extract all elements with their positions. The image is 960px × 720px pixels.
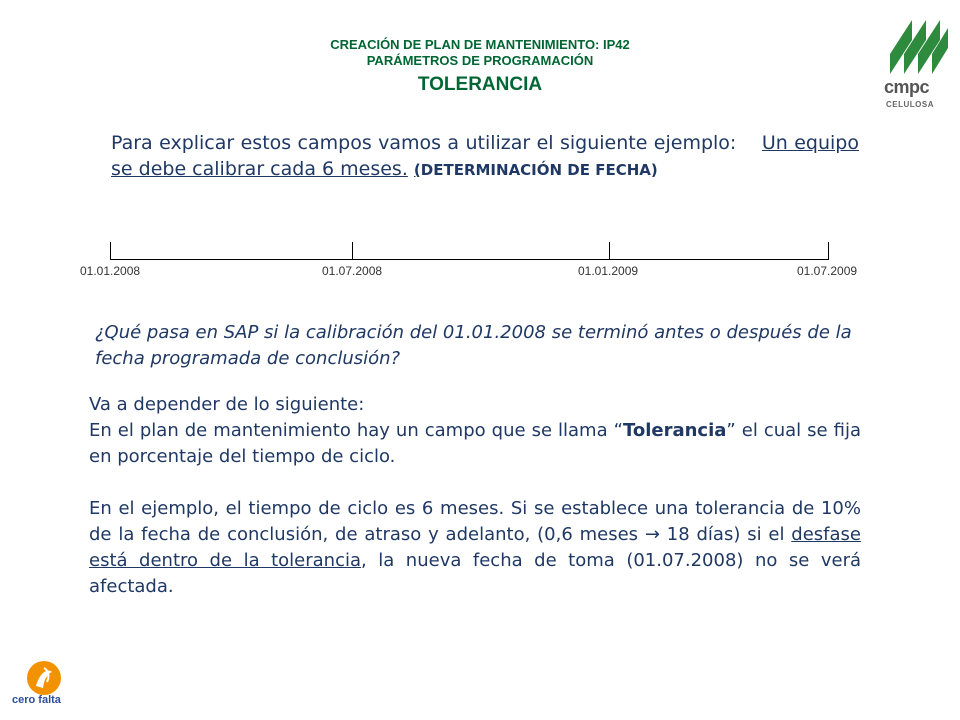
tolerancia-term: Tolerancia	[622, 420, 727, 441]
body-p3-start: En el ejemplo, el tiempo de ciclo es 6 meses. Si se establece una tolerancia de 10% de la fecha de conclusión, de atraso y adelanto, (0,6 meses → 18 días) si el	[89, 498, 861, 545]
cmpc-logo-subtext: CELULOSA	[886, 100, 934, 109]
body-paragraph-2	[89, 418, 861, 470]
header-title-line2: PARÁMETROS DE PROGRAMACIÓN	[366, 53, 594, 68]
header-title-line1: CREACIÓN DE PLAN DE MANTENIMIENTO: IP42	[330, 37, 630, 52]
body-p2-end: ” el cual se fija en porcentaje del tiempo de ciclo.	[89, 420, 861, 467]
body-paragraph-3	[89, 496, 861, 600]
intro-tag: DETERMINACIÓN DE FECHA	[420, 161, 651, 179]
timeline	[80, 240, 880, 290]
cero-falta-logo-icon	[14, 658, 74, 716]
intro-lead: Para explicar estos campos vamos a utilizar el siguiente ejemplo:	[111, 132, 737, 154]
timeline-date: 01.01.2008	[80, 264, 141, 278]
body-p2-start: En el plan de mantenimiento hay un campo que se llama “	[89, 420, 623, 441]
header-title-main: TOLERANCIA	[417, 74, 543, 95]
timeline-tick	[828, 242, 829, 259]
timeline-tick	[609, 242, 610, 259]
intro-example: Un equipo se debe calibrar cada 6 meses.	[111, 132, 859, 180]
cmpc-logo-text: cmpc	[884, 77, 930, 97]
slide-header	[230, 37, 730, 98]
body-paragraph-1: Va a depender de lo siguiente:	[89, 394, 365, 415]
body-text	[89, 392, 861, 600]
body-p3-underlined: desfase está dentro de la tolerancia	[89, 524, 861, 571]
intro-paren-open: (	[413, 161, 421, 179]
intro-paren-close: )	[650, 161, 658, 179]
question-text: ¿Qué pasa en SAP si la calibración del 01.01.2008 se terminó antes o después de la fecha programada de conclusión?	[95, 322, 852, 369]
timeline-tick	[352, 242, 353, 259]
timeline-date: 01.07.2008	[322, 264, 383, 278]
timeline-tick	[110, 242, 111, 259]
body-p3-end: , la nueva fecha de toma (01.07.2008) no se verá afectada.	[89, 550, 861, 597]
intro-paragraph	[111, 130, 859, 183]
timeline-date: 01.01.2009	[578, 264, 639, 278]
cero-falta-logo-text: cero falta	[12, 694, 61, 706]
timeline-axis	[110, 259, 829, 260]
timeline-date: 01.07.2009	[797, 264, 858, 278]
